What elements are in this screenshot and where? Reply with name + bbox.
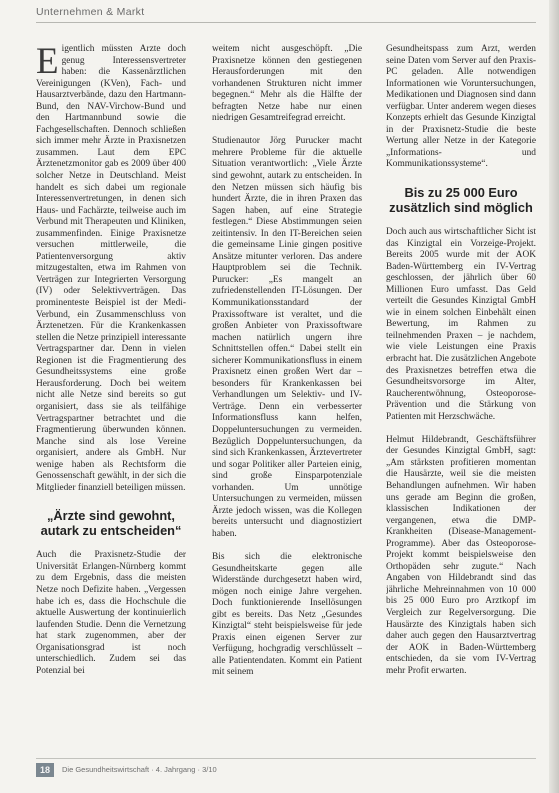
page-number: 18 [36, 763, 54, 777]
subheading: Bis zu 25 000 Euro zusätzlich sind möglich [389, 185, 533, 216]
paragraph: Studienautor Jörg Purucker macht mehrere Probleme für die aktuelle Situation verantwortlich: „Viele Ärzte sind gewohnt, autark zu entscheiden. In den Netzen müssen sich häufig bis hundert Ärzte, die in ihren Praxen das Sagen haben, auf eine Strategie festlegen.“ Diese Abstimmungen seien zeitintensiv. In den IT-Bereichen seien die gemeinsame Linie gingen positive Ansätze mitunter verloren. Das andere Hauptproblem sei die Technik. Purucker: „Es mangelt an zufriedenstellenden IT-Lösungen. Der Kommunikationsstandard der Praxissoftware ist veraltet, und die großen Anbieter von Praxissoftware machen natürlich ungern ihre Schnittstellen offen.“ Dabei stellt ein sicherer Kommunikationsfluss in einem Praxisnetz einen großen Wert dar – besonders für Krankenkassen bei Verhandlungen um Selektiv- und IV-Verträge. Denn ein verbesserter Informationsfluss kann helfen, Doppeluntersuchungen zu vermeiden. Bezüglich Doppeluntersuchungen, da sind sich Krankenkassen, Ärztevertreter und sogar Politiker aller Parteien einig, sind große Einsparpotenziale vorhanden. Um unnötige Untersuchungen zu vermeiden, müssen Ärzte jedoch wissen, was die Kollegen bereits untersucht und diagnostiziert haben. [212, 136, 362, 539]
footer-rule [36, 758, 536, 759]
paragraph-text: igentlich müssten Ärzte doch genug Interessensvertreter haben: die Kassenärztlichen Vereinigungen (KVen), Fach- und Hausarztverbände, dazu den Hartmann-Bund, den NAV-Virchow-Bund und den Hartmannbund sowie die Fachgesellschaften. Dennoch schließen sich immer mehr Ärzte in Praxisnetzen zusammen. Laut dem EPC Ärztenetzmonitor gab es 2009 über 400 solcher Netze in Deutschland. Meist handelt es sich dabei um regionale Interessenvertretungen, in denen sich Haus- und Fachärzte, teilweise auch im Verbund mit Therapeuten und Kliniken, zusammenfinden. Einige Praxisnetze versuchen mittlerweile, die Patientenversorgung aktiv mitzugestalten, etwa im Rahmen von Verträgen zur Integrierten Versorgung (IV) oder Selektivverträgen. Das prominenteste Beispiel ist der Medi-Verbund, ein Zusammenschluss von Ärztenetzen. Für die Krankenkassen stellen die Netze prinzipiell interessante Vertragspartner dar. Denn in vielen Regionen ist die Fragmentierung des Gesundheitssystems eine große Herausforderung. Doch bei weitem nicht alle Netze sind bereits so gut organisiert, dass sie als teilfähige Vertragspartner betrachtet und die Fragmentierung überwunden können. Manche sind als lose Vereine organisiert, andere als GmbH. Nur wenige haben als Rechtsform die Genossenschaft gewählt, in der sich die Mitglieder finanziell beteiligen müssen. [36, 44, 186, 493]
paragraph: Gesundheitspass zum Arzt, werden seine Daten vom Server auf den Praxis-PC geladen. Alle notwendigen Informationen wie Voruntersuchungen, Medikationen und Diagnosen sind dann verfügbar. Unter anderem wegen dieses Konzepts erhielt das Gesunde Kinzigtal in der Praxisnetz-Studie die beste Wertung aller Netze in der Kategorie „Informations- und Kommunikationssysteme“. [386, 44, 536, 170]
drop-cap: E [36, 44, 59, 82]
header-rule [36, 22, 536, 23]
page-binding-shadow [549, 0, 559, 793]
publication-footer: Die Gesundheitswirtschaft · 4. Jahrgang · 3/10 [62, 765, 217, 774]
paragraph: Helmut Hildebrandt, Geschäftsführer der Gesundes Kinzigtal GmbH, sagt: „Am stärksten profitieren momentan die Hausärzte, weil sie die meisten Behandlungen aufnehmen. Wir haben uns gerade am Beginn die großen, klassischen Indikationen der vergangenen, etwa die DMP-Krankheiten (Disease-Management-Programme). Aber das Osteoporose-Projekt kommt beispielsweise den Orthopäden sehr zugute.“ Nach Angaben von Hildebrandt sind das jährliche Mehreinnahmen von 10 000 bis 25 000 Euro pro Arztkopf im Vergleich zur Regelversorgung. Die Hausärzte des Kinzigtals haben sich daher auch gegen den Hausarztvertrag der AOK in Baden-Württemberg entschieden, da sie vom IV-Vertrag mehr Profit erwarten. [386, 434, 536, 676]
article-column-1 [36, 44, 186, 744]
paragraph: Bis sich die elektronische Gesundheitskarte gegen alle Widerstände durchgesetzt haben wird, mögen noch einige Jahre vergehen. Doch funktionierende Insellösungen gibt es bereits. Das Netz „Gesundes Kinzigtal“ steht beispielsweise für jede Praxis einen eigenen Server zur Verfügung, hochgradig verschlüsselt – alle Patientendaten. Kommt ein Patient mit seinem [212, 551, 362, 678]
paragraph: Auch die Praxisnetz-Studie der Universität Erlangen-Nürnberg kommt zu dem Ergebnis, dass die meisten Netze noch Defizite haben. „Vergessen habe ich es, dass die Hochschule die aktuelle Auswertung der kontinuierlich laufenden Studie. Denn die Vernetzung hat stark zugenommen, aber der Organisationsgrad ist noch unterschiedlich. Zudem sei das Potenzial bei [36, 550, 186, 676]
section-header: Unternehmen & Markt [36, 6, 145, 18]
article-column-2 [212, 44, 362, 744]
article-column-3 [386, 44, 536, 744]
paragraph: weitem nicht ausgeschöpft. „Die Praxisnetze können den gestiegenen Herausforderungen mit den vorhandenen Strukturen nicht immer begegnen.“ Mehr als die Hälfte der befragten Netze habe nur einen niedrigen Gesamtreifegrad erreicht. [212, 44, 362, 124]
paragraph [36, 44, 186, 494]
subheading: „Ärzte sind gewohnt, autark zu entscheiden“ [40, 508, 182, 539]
paragraph: Doch auch aus wirtschaftlicher Sicht ist das Kinzigtal ein Vorzeige-Projekt. Bereits 2005 wurde mit der AOK Baden-Württemberg ein IV-Vertrag geschlossen, der jährlich über 60 Millionen Euro umfasst. Das Geld verteilt die Gesundes Kinzigtal GmbH wie in einem solchen Einbehält einen Bewertung, im Rahmen zu teilnehmenden Praxen – je nachdem, wie viele Leistungen eine Praxis erbracht hat. Die zusätzlichen Angebote des Praxisnetzes betreffen etwa die Gesundheitsvorsorge im Alter, Raucherentwöhnung, Osteoporose-Prävention und die Stärkung von Patienten mit Herzschwäche. [386, 227, 536, 422]
